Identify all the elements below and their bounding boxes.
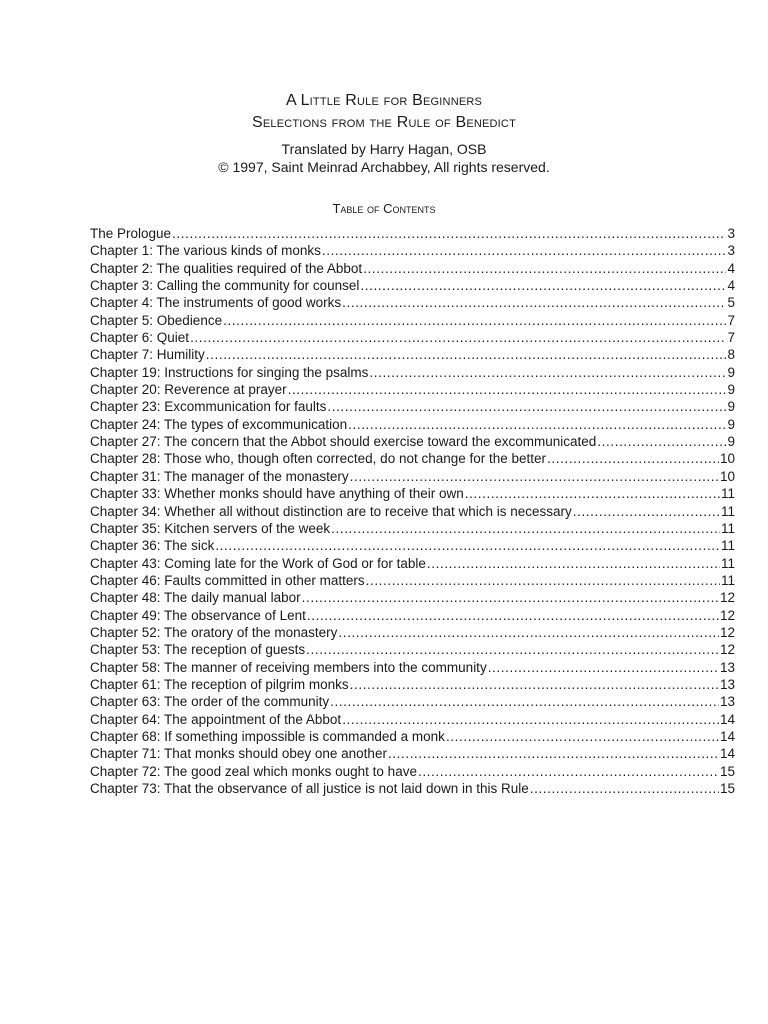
toc-entry[interactable] <box>90 346 735 363</box>
dot-leader <box>331 520 720 537</box>
toc-entry[interactable] <box>90 381 735 398</box>
toc-entry[interactable] <box>90 641 735 658</box>
toc-entry-label: Chapter 23: Excommunication for faults <box>90 399 327 415</box>
toc-entry[interactable] <box>90 225 735 242</box>
toc-entry[interactable] <box>90 780 735 797</box>
toc-entry[interactable] <box>90 520 735 537</box>
toc-entry-page-number: 15 <box>719 781 735 796</box>
toc-entry-label: Chapter 63: The order of the community <box>90 694 330 710</box>
toc-entry[interactable] <box>90 745 735 762</box>
dot-leader <box>302 589 719 606</box>
toc-entry-label: Chapter 27: The concern that the Abbot should exercise toward the excommunicated <box>90 434 597 450</box>
dot-leader <box>465 485 720 502</box>
toc-entry-label: Chapter 24: The types of excommunication <box>90 416 348 432</box>
dot-leader <box>350 676 719 693</box>
dot-leader <box>306 641 719 658</box>
toc-entry-label: Chapter 6: Quiet <box>90 330 190 346</box>
toc-entry[interactable] <box>90 468 735 485</box>
toc-entry-page-number: 12 <box>719 590 735 606</box>
toc-heading: Table of Contents <box>332 201 436 216</box>
dot-leader <box>573 503 720 520</box>
toc-entry[interactable] <box>90 711 735 728</box>
toc-entry-label: Chapter 68: If something impossible is commanded a monk <box>90 728 445 744</box>
toc-entry-page-number: 5 <box>727 295 735 311</box>
toc-entry[interactable] <box>90 555 735 572</box>
toc-entry[interactable] <box>90 728 735 745</box>
toc-entry[interactable] <box>90 312 735 329</box>
toc-entry-label: Chapter 73: That the observance of all justice is not laid down in this Rule <box>90 781 529 796</box>
toc-entry[interactable] <box>90 277 735 294</box>
dot-leader <box>330 693 719 710</box>
toc-entry-page-number: 11 <box>720 520 735 536</box>
dot-leader <box>223 312 726 329</box>
toc-entry-label: Chapter 28: Those who, though often corrected, do not change for the better <box>90 451 547 467</box>
dot-leader <box>350 468 719 485</box>
toc-entry-page-number: 12 <box>719 607 735 623</box>
toc-entry-label: Chapter 31: The manager of the monastery <box>90 468 349 484</box>
toc-entry-page-number: 3 <box>727 243 735 259</box>
toc-entry-label: Chapter 48: The daily manual labor <box>90 590 301 606</box>
toc-entry-label: Chapter 35: Kitchen servers of the week <box>90 520 331 536</box>
dot-leader <box>366 572 720 589</box>
toc-entry-page-number: 8 <box>727 347 735 363</box>
toc-entry[interactable] <box>90 433 735 450</box>
toc-entry-label: Chapter 5: Obedience <box>90 312 223 328</box>
dot-leader <box>342 711 719 728</box>
toc-entry-label: Chapter 71: That monks should obey one another <box>90 746 387 762</box>
toc-entry[interactable] <box>90 260 735 277</box>
toc-entry-page-number: 13 <box>719 676 735 692</box>
toc-entry-page-number: 15 <box>719 763 735 779</box>
toc-entry[interactable] <box>90 364 735 381</box>
document-subtitle: Selections from the Rule of Benedict <box>251 114 516 131</box>
toc-entry-label: Chapter 36: The sick <box>90 538 215 554</box>
toc-entry-page-number: 11 <box>720 503 735 519</box>
toc-entry-page-number: 9 <box>727 416 735 432</box>
dot-leader <box>360 277 726 294</box>
toc-entry-page-number: 11 <box>720 572 735 588</box>
toc-entry-page-number: 9 <box>727 434 735 450</box>
dot-leader <box>215 537 720 554</box>
dot-leader <box>206 346 727 363</box>
copyright-notice: © 1997, Saint Meinrad Archabbey, All rights reserved. <box>218 159 550 175</box>
toc-entry[interactable] <box>90 659 735 676</box>
toc-entry-page-number: 10 <box>719 468 735 484</box>
toc-entry-page-number: 7 <box>727 312 735 328</box>
dot-leader <box>446 728 719 745</box>
toc-entry[interactable] <box>90 676 735 693</box>
toc-entry-page-number: 12 <box>719 624 735 640</box>
toc-entry[interactable] <box>90 537 735 554</box>
dot-leader <box>338 624 719 641</box>
toc-entry-label: Chapter 7: Humility <box>90 347 205 363</box>
dot-leader <box>369 364 726 381</box>
toc-entry-page-number: 13 <box>719 694 735 710</box>
toc-entry-page-number: 11 <box>720 538 735 554</box>
toc-entry-page-number: 11 <box>720 555 735 571</box>
toc-entry[interactable] <box>90 607 735 624</box>
toc-entry-label: Chapter 4: The instruments of good works <box>90 295 342 311</box>
table-of-contents <box>90 225 735 797</box>
dot-leader <box>597 433 726 450</box>
toc-entry-page-number: 4 <box>727 260 735 276</box>
toc-entry-label: Chapter 34: Whether all without distinction are to receive that which is necessary <box>90 503 572 519</box>
toc-entry-page-number: 9 <box>727 399 735 415</box>
toc-entry-label: Chapter 46: Faults committed in other matters <box>90 572 365 588</box>
dot-leader <box>547 450 719 467</box>
toc-entry-label: Chapter 33: Whether monks should have anything of their own <box>90 486 464 502</box>
dot-leader <box>288 381 727 398</box>
toc-entry-page-number: 13 <box>719 659 735 675</box>
toc-entry-label: Chapter 61: The reception of pilgrim monks <box>90 676 349 692</box>
toc-entry-page-number: 14 <box>719 711 735 727</box>
toc-entry-page-number: 9 <box>727 382 735 398</box>
dot-leader <box>307 607 719 624</box>
toc-entry[interactable] <box>90 572 735 589</box>
dot-leader <box>322 242 727 259</box>
toc-entry-label: The Prologue <box>90 226 172 241</box>
dot-leader <box>327 398 726 415</box>
toc-entry-label: Chapter 64: The appointment of the Abbot <box>90 711 342 727</box>
toc-entry-label: Chapter 58: The manner of receiving members into the community <box>90 659 487 675</box>
toc-entry[interactable] <box>90 398 735 415</box>
toc-entry-label: Chapter 53: The reception of guests <box>90 642 306 658</box>
toc-entry-label: Chapter 1: The various kinds of monks <box>90 243 321 259</box>
toc-entry[interactable] <box>90 329 735 346</box>
toc-entry-page-number: 3 <box>727 226 735 241</box>
toc-entry[interactable] <box>90 763 735 780</box>
toc-entry-label: Chapter 43: Coming late for the Work of God or for table <box>90 555 426 571</box>
toc-entry[interactable] <box>90 503 735 520</box>
dot-leader <box>488 659 719 676</box>
toc-entry[interactable] <box>90 485 735 502</box>
dot-leader <box>190 329 726 346</box>
toc-entry-page-number: 14 <box>719 728 735 744</box>
dot-leader <box>363 260 726 277</box>
document-title: A Little Rule for Beginners <box>285 92 483 109</box>
toc-entry[interactable] <box>90 624 735 641</box>
toc-entry-page-number: 11 <box>720 486 735 502</box>
toc-entry[interactable] <box>90 693 735 710</box>
toc-entry-label: Chapter 2: The qualities required of the Abbot <box>90 260 363 276</box>
toc-entry-label: Chapter 52: The oratory of the monastery <box>90 624 338 640</box>
dot-leader <box>427 555 720 572</box>
toc-entry[interactable] <box>90 416 735 433</box>
toc-entry-page-number: 7 <box>727 330 735 346</box>
toc-entry-label: Chapter 3: Calling the community for counsel <box>90 278 360 294</box>
toc-entry[interactable] <box>90 450 735 467</box>
toc-entry-label: Chapter 19: Instructions for singing the psalms <box>90 364 369 380</box>
dot-leader <box>342 294 726 311</box>
toc-entry-label: Chapter 20: Reverence at prayer <box>90 382 287 398</box>
toc-entry-page-number: 10 <box>719 451 735 467</box>
translator-credit: Translated by Harry Hagan, OSB <box>281 141 487 157</box>
dot-leader <box>418 763 719 780</box>
toc-entry[interactable] <box>90 242 735 259</box>
dot-leader <box>172 225 726 242</box>
dot-leader <box>348 416 726 433</box>
toc-entry-page-number: 9 <box>727 364 735 380</box>
toc-entry[interactable] <box>90 589 735 606</box>
toc-entry-label: Chapter 72: The good zeal which monks ought to have <box>90 763 417 779</box>
toc-entry-page-number: 14 <box>719 746 735 762</box>
dot-leader <box>530 780 719 797</box>
toc-entry-page-number: 12 <box>719 642 735 658</box>
toc-entry-page-number: 4 <box>727 278 735 294</box>
toc-entry-label: Chapter 49: The observance of Lent <box>90 607 306 623</box>
toc-entry[interactable] <box>90 294 735 311</box>
dot-leader <box>388 745 719 762</box>
